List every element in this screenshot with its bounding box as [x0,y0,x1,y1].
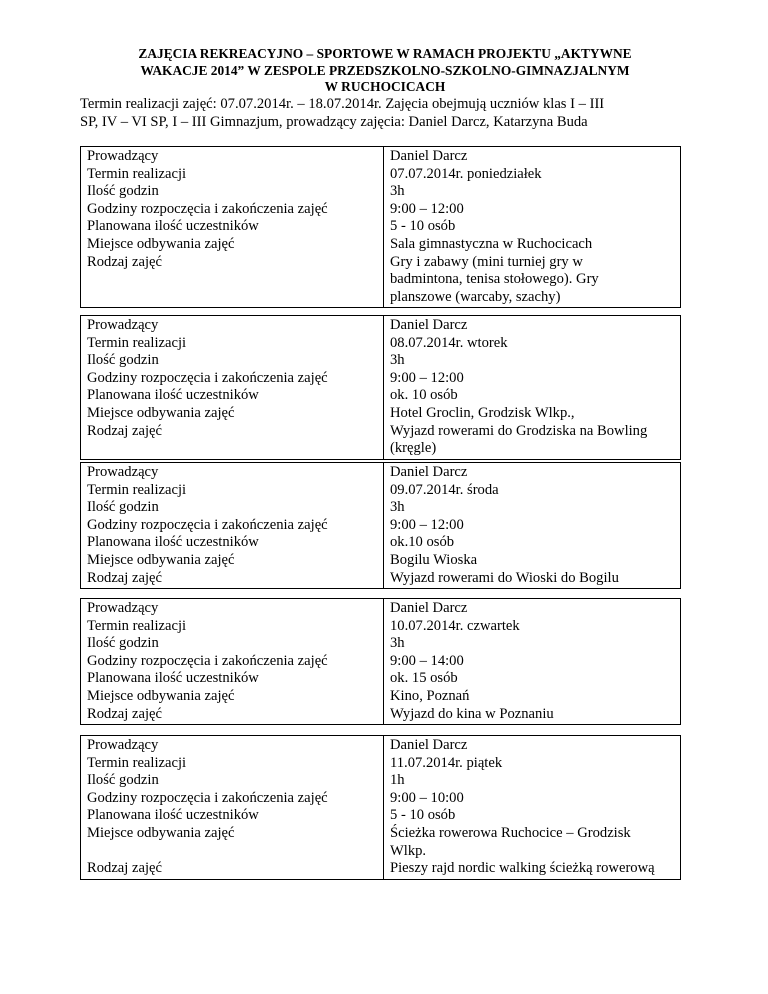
value-godziny: 9:00 – 12:00 [390,369,464,386]
session-labels [81,147,384,308]
value-ilosc-godzin: 3h [390,183,405,200]
label-godziny: Godziny rozpoczęcia i zakończenia zajęć [87,789,328,806]
value-prowadzacy: Daniel Darcz [390,737,468,753]
label-ilosc-godzin: Ilość godzin [87,183,159,200]
value-miejsce: Wlkp. [390,842,427,859]
value-prowadzacy: Daniel Darcz [390,464,468,480]
label-miejsce: Miejsce odbywania zajęć [87,404,235,421]
label-miejsce: Miejsce odbywania zajęć [87,824,235,841]
value-godziny: 9:00 – 12:00 [390,200,464,217]
session-labels [81,736,384,880]
label-termin: Termin realizacji [87,481,187,498]
value-rodzaj: Gry i zabawy (mini turniej gry w [390,253,583,270]
value-termin: 07.07.2014r. poniedziałek [390,165,542,182]
label-miejsce: Miejsce odbywania zajęć [87,687,235,704]
label-rodzaj: Rodzaj zajęć [87,705,162,722]
value-rodzaj: Wyjazd rowerami do Wioski do Bogilu [390,569,619,586]
label-prowadzacy: Prowadzący [87,600,159,616]
value-uczestnicy: ok. 10 osób [390,387,458,404]
value-rodzaj: Pieszy rajd nordic walking ścieżką rowerową [390,860,655,877]
value-rodzaj: Wyjazd do kina w Poznaniu [390,705,554,722]
label-godziny: Godziny rozpoczęcia i zakończenia zajęć [87,516,328,533]
value-prowadzacy: Daniel Darcz [390,600,468,616]
session-values [384,736,681,880]
label-prowadzacy: Prowadzący [87,148,159,164]
label-uczestnicy: Planowana ilość uczestników [87,387,259,404]
session-values [384,599,681,725]
label-spacer [87,843,377,861]
document-title [80,46,690,96]
value-godziny: 9:00 – 12:00 [390,516,464,533]
value-uczestnicy: 5 - 10 osób [390,218,456,235]
value-miejsce: Ścieżka rowerowa Ruchocice – Grodzisk [390,824,631,841]
session-values [384,463,681,589]
label-uczestnicy: Planowana ilość uczestników [87,218,259,235]
title-line: W RUCHOCICACH [324,79,446,94]
label-prowadzacy: Prowadzący [87,737,159,753]
session-table [80,462,681,589]
value-ilosc-godzin: 1h [390,772,405,789]
label-rodzaj: Rodzaj zajęć [87,422,162,439]
value-uczestnicy: ok.10 osób [390,534,455,551]
label-rodzaj: Rodzaj zajęć [87,860,162,877]
value-uczestnicy: 5 - 10 osób [390,807,456,824]
value-miejsce: Bogilu Wioska [390,551,478,568]
intro-paragraph [80,95,700,131]
value-godziny: 9:00 – 14:00 [390,652,464,669]
label-rodzaj: Rodzaj zajęć [87,569,162,586]
label-termin: Termin realizacji [87,754,187,771]
value-prowadzacy: Daniel Darcz [390,148,468,164]
value-ilosc-godzin: 3h [390,499,405,516]
label-rodzaj: Rodzaj zajęć [87,253,162,270]
value-rodzaj: Wyjazd rowerami do Grodziska na Bowling [390,422,648,439]
value-miejsce: Hotel Groclin, Grodzisk Wlkp., [390,404,575,421]
value-godziny: 9:00 – 10:00 [390,789,464,806]
label-uczestnicy: Planowana ilość uczestników [87,670,259,687]
label-uczestnicy: Planowana ilość uczestników [87,534,259,551]
label-prowadzacy: Prowadzący [87,317,159,333]
value-termin: 10.07.2014r. czwartek [390,617,520,634]
session-labels [81,599,384,725]
label-ilosc-godzin: Ilość godzin [87,635,159,652]
session-table [80,735,681,880]
label-ilosc-godzin: Ilość godzin [87,352,159,369]
value-termin: 11.07.2014r. piątek [390,754,503,771]
label-termin: Termin realizacji [87,165,187,182]
session-values [384,147,681,308]
intro-line: Termin realizacji zajęć: 07.07.2014r. – 18.07.2014r. Zajęcia obejmują uczniów klas I – III [80,96,605,112]
session-labels [81,463,384,589]
value-prowadzacy: Daniel Darcz [390,317,468,333]
session-table [80,315,681,460]
value-rodzaj: planszowe (warcaby, szachy) [390,288,561,305]
session-table [80,598,681,725]
value-miejsce: Sala gimnastyczna w Ruchocicach [390,235,593,252]
value-uczestnicy: ok. 15 osób [390,670,458,687]
title-line: WAKACJE 2014” W ZESPOLE PRZEDSZKOLNO-SZKOLNO-GIMNAZJALNYM [140,62,630,78]
title-line: ZAJĘCIA REKREACYJNO – SPORTOWE W RAMACH PROJEKTU „AKTYWNE [138,46,632,61]
label-ilosc-godzin: Ilość godzin [87,499,159,516]
value-termin: 09.07.2014r. środa [390,481,499,498]
session-table [80,146,681,308]
label-godziny: Godziny rozpoczęcia i zakończenia zajęć [87,200,328,217]
label-uczestnicy: Planowana ilość uczestników [87,807,259,824]
label-miejsce: Miejsce odbywania zajęć [87,551,235,568]
label-ilosc-godzin: Ilość godzin [87,772,159,789]
label-prowadzacy: Prowadzący [87,464,159,480]
label-godziny: Godziny rozpoczęcia i zakończenia zajęć [87,369,328,386]
value-rodzaj: (kręgle) [390,440,437,457]
label-termin: Termin realizacji [87,617,187,634]
value-rodzaj: badmintona, tenisa stołowego). Gry [390,271,599,288]
value-miejsce: Kino, Poznań [390,687,470,704]
intro-line: SP, IV – VI SP, I – III Gimnazjum, prowadzący zajęcia: Daniel Darcz, Katarzyna Buda [80,114,588,130]
value-ilosc-godzin: 3h [390,635,405,652]
label-godziny: Godziny rozpoczęcia i zakończenia zajęć [87,652,328,669]
value-ilosc-godzin: 3h [390,352,405,369]
label-miejsce: Miejsce odbywania zajęć [87,235,235,252]
session-values [384,316,681,460]
value-termin: 08.07.2014r. wtorek [390,334,508,351]
session-labels [81,316,384,460]
label-termin: Termin realizacji [87,334,187,351]
